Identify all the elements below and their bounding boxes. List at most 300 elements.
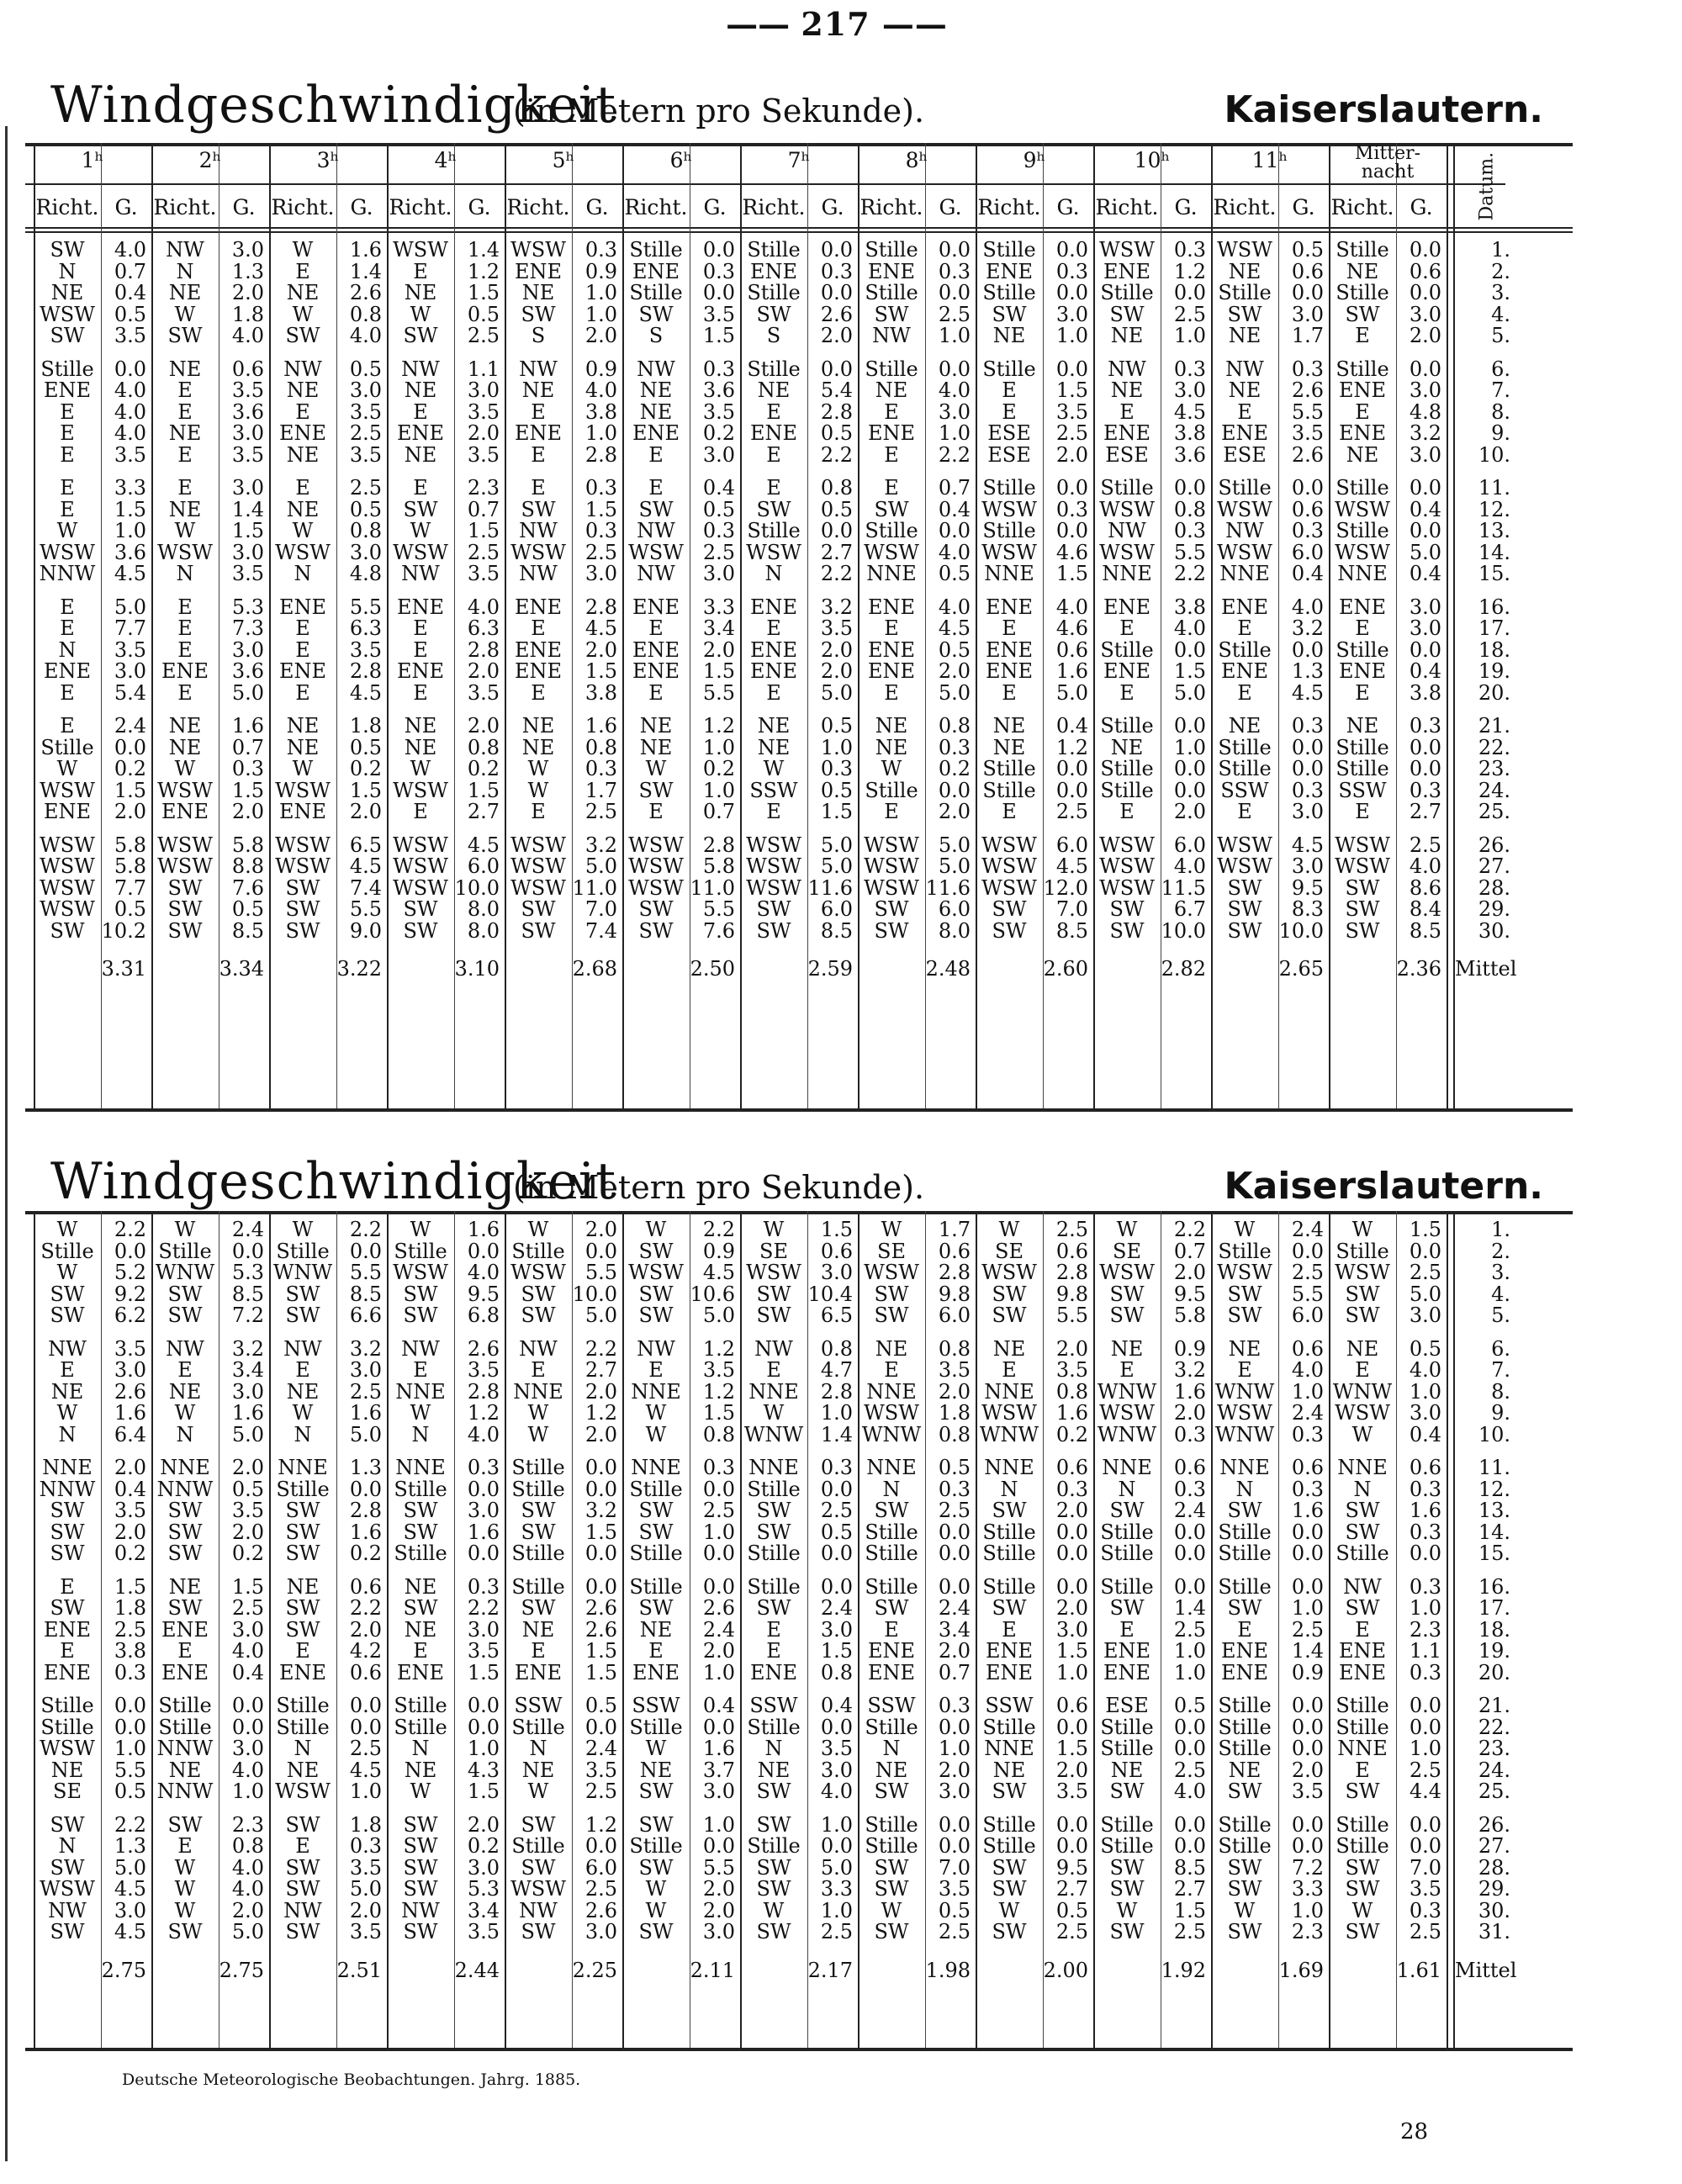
direction-cell: W Stille WNW SW SW bbox=[272, 1218, 333, 1327]
direction-cell: NE E E NE E bbox=[168, 357, 202, 467]
table-2-place: Kaiserslautern. bbox=[1224, 1165, 1543, 1208]
direction-cell: E SW W WSW NW bbox=[393, 476, 448, 585]
direction-cell: NNE Stille SW SW Stille bbox=[747, 1456, 801, 1565]
speed-cell: 2.4 0.0 5.3 8.5 7.2 bbox=[231, 1218, 264, 1327]
direction-cell: W E NE W SW bbox=[285, 238, 320, 347]
direction-cell: Stille Stille SW SW W SW bbox=[865, 1812, 918, 1943]
hour-header: 6ʰ bbox=[669, 148, 693, 172]
column-header-direction: Richt. bbox=[742, 195, 806, 219]
header-bottom-rule-2 bbox=[25, 231, 1573, 233]
direction-cell: SSW Stille W NE SW bbox=[629, 1694, 683, 1803]
speed-cell: 2.8 4.5 2.0 1.5 3.8 bbox=[584, 595, 617, 705]
mean-cell: 2.36 bbox=[1396, 957, 1441, 981]
speed-cell: 1.4 1.2 1.5 0.5 2.5 bbox=[467, 238, 500, 347]
table-1-title: Windgeschwindigkeit bbox=[50, 76, 617, 135]
speed-cell: 0.0 4.0 3.0 1.0 2.2 bbox=[938, 357, 971, 467]
direction-cell: W Stille WSW SW SW bbox=[1217, 1218, 1272, 1327]
speed-cell: 3.3 3.4 2.0 1.5 5.5 bbox=[702, 595, 735, 705]
direction-cell: Stille NE Stille Stille E bbox=[1100, 714, 1154, 823]
date-cell: 21. 22. 23. 24. 25. bbox=[1478, 714, 1510, 823]
speed-cell: 1.6 0.0 4.0 9.5 6.8 bbox=[467, 1218, 500, 1327]
direction-cell: ENE E Stille ENE E bbox=[1100, 595, 1154, 705]
direction-cell: Stille NE E ENE E bbox=[865, 357, 918, 467]
header-mid-rule bbox=[25, 183, 1505, 185]
speed-cell: 0.0 1.0 2.5 1.4 0.9 bbox=[1291, 1574, 1324, 1684]
speed-cell: 0.6 0.3 2.0 0.0 0.0 bbox=[1055, 1456, 1088, 1565]
direction-cell: WSW NE Stille SW NE bbox=[1217, 238, 1272, 347]
direction-cell: W Stille W SW SW bbox=[40, 1218, 94, 1327]
direction-cell: WSW WSW WSW SW SW bbox=[510, 833, 566, 943]
direction-cell: Stille WSW NW WSW NNE bbox=[1217, 476, 1272, 585]
speed-cell: 2.4 0.0 2.5 5.5 6.0 bbox=[1291, 1218, 1324, 1327]
direction-cell: NW E NNE W W bbox=[513, 1336, 563, 1446]
table-top-rule bbox=[25, 1211, 1573, 1214]
speed-cell: 0.3 1.2 0.0 2.5 1.0 bbox=[1173, 238, 1206, 347]
speed-cell: 0.6 0.3 2.4 0.0 0.0 bbox=[1173, 1456, 1206, 1565]
date-cell: 1. 2. 3. 4. 5. bbox=[1491, 238, 1510, 347]
direction-cell: NW E NE W N bbox=[166, 1336, 204, 1446]
speed-cell: 0.0 4.0 4.0 4.0 3.5 bbox=[114, 357, 146, 467]
direction-cell: SW E SW SW NW SW bbox=[283, 1812, 322, 1943]
speed-cell: 0.8 3.5 2.0 1.8 0.8 bbox=[938, 1336, 971, 1446]
column-header-direction: Richt. bbox=[1330, 195, 1394, 219]
mean-cell: 2.59 bbox=[807, 957, 853, 981]
speed-cell: 0.0 1.4 2.5 1.0 1.0 bbox=[1173, 1574, 1206, 1684]
direction-cell: Stille WSW Stille WSW NNE bbox=[981, 476, 1037, 585]
direction-cell: NNE Stille SW SW Stille bbox=[394, 1456, 447, 1565]
direction-cell: Stille ENE Stille SW S bbox=[629, 238, 683, 347]
speed-cell: 5.5 6.3 3.5 2.8 4.5 bbox=[349, 595, 382, 705]
speed-cell: 0.3 0.0 2.5 0.5 0.0 bbox=[820, 1456, 853, 1565]
direction-cell: NW E NNE W N bbox=[395, 1336, 446, 1446]
direction-cell: ENE E ENE ENE E bbox=[514, 595, 563, 705]
direction-cell: SSW Stille N NE W bbox=[511, 1694, 565, 1803]
speed-cell: 4.5 6.0 10.0 8.0 8.0 bbox=[454, 833, 500, 943]
direction-cell: ESE Stille Stille NE SW bbox=[1100, 1694, 1154, 1803]
footer: Deutsche Meteorologische Beobachtungen. Jahrg. 1885. bbox=[122, 2070, 581, 2089]
speed-cell: 0.0 0.6 0.3 6.0 0.4 bbox=[1291, 476, 1324, 585]
direction-cell: ENE E ENE ENE E bbox=[749, 595, 798, 705]
direction-cell: Stille Stille NNE E SW bbox=[1336, 1694, 1389, 1803]
direction-cell: SSW Stille NNE NE SW bbox=[982, 1694, 1036, 1803]
speed-cell: 2.2 0.0 5.5 8.5 6.6 bbox=[349, 1218, 382, 1327]
direction-cell: Stille Stille SW SW Stille bbox=[511, 1456, 565, 1565]
hour-header: 11ʰ bbox=[1251, 148, 1288, 172]
hour-header: 5ʰ bbox=[552, 148, 575, 172]
direction-cell: NE NE W Stille E bbox=[865, 714, 918, 823]
speed-cell: 0.0 3.0 4.8 3.2 3.0 bbox=[1409, 357, 1441, 467]
direction-cell: E NE W WSW N bbox=[157, 476, 213, 585]
table-2 bbox=[25, 1211, 1573, 2048]
speed-cell: 0.5 1.0 0.3 0.5 1.5 bbox=[820, 714, 853, 823]
speed-cell: 4.0 3.2 0.0 1.3 4.5 bbox=[1291, 595, 1324, 705]
table-bottom-rule bbox=[25, 2048, 1573, 2051]
speed-cell: 3.0 1.4 1.5 3.0 3.5 bbox=[231, 476, 264, 585]
mean-cell: 2.82 bbox=[1161, 957, 1206, 981]
direction-cell: Stille WSW Stille WSW NNE bbox=[1335, 476, 1390, 585]
direction-cell: Stille Stille WSW NE SE bbox=[40, 1694, 95, 1803]
direction-cell: Stille SW NE E ENE bbox=[629, 1574, 683, 1684]
column-header-speed: G. bbox=[468, 195, 491, 219]
hour-header: 9ʰ bbox=[1023, 148, 1046, 172]
speed-cell: 2.0 3.5 0.8 1.6 0.2 bbox=[1055, 1336, 1088, 1446]
direction-cell: Stille Stille SW SW W SW bbox=[982, 1812, 1036, 1943]
speed-cell: 2.5 4.0 8.6 8.4 8.5 bbox=[1409, 833, 1441, 943]
speed-cell: 5.0 5.0 11.6 6.0 8.5 bbox=[807, 833, 853, 943]
direction-cell: NW E NNE W WNW bbox=[743, 1336, 804, 1446]
speed-cell: 0.0 2.0 3.0 1.5 1.0 bbox=[1055, 1574, 1088, 1684]
direction-cell: NNE NNW SW SW SW bbox=[156, 1456, 214, 1565]
column-header-speed: G. bbox=[821, 195, 844, 219]
speed-cell: 2.4 0.0 0.2 1.5 2.0 bbox=[114, 714, 146, 823]
direction-cell: E SW ENE E ENE bbox=[43, 1574, 92, 1684]
speed-cell: 0.0 0.6 0.0 3.0 2.0 bbox=[1409, 238, 1441, 347]
date-cell: 6. 7. 8. 9. 10. bbox=[1478, 357, 1510, 467]
speed-cell: 0.0 0.0 3.0 4.0 1.0 bbox=[231, 1694, 264, 1803]
direction-cell: E E N ENE E bbox=[43, 595, 92, 705]
direction-cell: NW NE E ENE NE bbox=[396, 357, 445, 467]
mean-cell: 2.44 bbox=[454, 1958, 500, 1982]
direction-cell: E NE W WSW N bbox=[275, 476, 331, 585]
direction-cell: NNE N SW Stille Stille bbox=[1218, 1456, 1272, 1565]
speed-cell: 6.0 4.5 12.0 7.0 8.5 bbox=[1043, 833, 1088, 943]
direction-cell: E E E ENE E bbox=[161, 595, 209, 705]
speed-cell: 5.8 5.8 7.7 0.5 10.2 bbox=[101, 833, 146, 943]
speed-cell: 2.8 5.8 11.0 5.5 7.6 bbox=[690, 833, 735, 943]
speed-cell: 1.7 0.6 2.8 9.8 6.0 bbox=[938, 1218, 971, 1327]
direction-cell: NW NE E ENE E bbox=[514, 357, 563, 467]
direction-cell: Stille ENE Stille SW NE bbox=[982, 238, 1036, 347]
direction-cell: W SE WSW SW SW bbox=[746, 1218, 801, 1327]
mean-cell: 2.17 bbox=[807, 1958, 853, 1982]
speed-cell: 0.0 2.6 2.4 2.0 1.0 bbox=[702, 1574, 735, 1684]
speed-cell: 6.5 4.5 7.4 5.5 9.0 bbox=[349, 833, 382, 943]
speed-cell: 0.6 3.5 3.6 3.0 3.5 bbox=[231, 357, 264, 467]
direction-cell: NW E NNE W W bbox=[631, 1336, 681, 1446]
direction-cell: Stille ENE E ENE NE bbox=[1336, 357, 1389, 467]
mean-cell: 2.75 bbox=[219, 1958, 264, 1982]
direction-cell: NE NE W SSW E bbox=[749, 714, 798, 823]
mean-cell: 1.69 bbox=[1278, 1958, 1324, 1982]
speed-cell: 0.0 0.0 0.0 2.0 3.5 bbox=[1291, 1694, 1324, 1803]
speed-cell: 2.0 0.0 5.5 10.0 5.0 bbox=[572, 1218, 617, 1327]
direction-cell: SW Stille SW WSW NW SW bbox=[510, 1812, 566, 1943]
direction-cell: Stille NE E ENE E bbox=[747, 357, 801, 467]
speed-cell: 1.1 3.0 3.5 2.0 3.5 bbox=[467, 357, 500, 467]
direction-cell: WSW WSW WSW SW SW bbox=[864, 833, 919, 943]
speed-cell: 2.5 0.6 2.8 9.8 5.5 bbox=[1055, 1218, 1088, 1327]
column-header-speed: G. bbox=[1056, 195, 1080, 219]
direction-cell: E SW NW WSW NW bbox=[628, 476, 684, 585]
mean-cell: 3.31 bbox=[101, 957, 146, 981]
speed-cell: 1.5 1.8 2.5 3.8 0.3 bbox=[114, 1574, 146, 1684]
direction-cell: SW N SW WSW NW SW bbox=[40, 1812, 95, 1943]
table-2-title-row bbox=[25, 1152, 1556, 1211]
speed-cell: 2.0 0.5 3.5 2.0 0.2 bbox=[231, 1456, 264, 1565]
date-cell: 11. 12. 13. 14. 15. bbox=[1478, 476, 1510, 585]
hour-header: 2ʰ bbox=[198, 148, 222, 172]
direction-cell: Stille SW NE E ENE bbox=[511, 1574, 565, 1684]
speed-cell: 1.6 1.4 2.6 0.8 4.0 bbox=[349, 238, 382, 347]
speed-cell: 0.0 0.3 0.0 2.5 1.0 bbox=[938, 238, 971, 347]
direction-cell: WSW WSW WSW SW SW bbox=[393, 833, 448, 943]
speed-cell: 3.8 4.0 0.0 1.5 5.0 bbox=[1173, 595, 1206, 705]
direction-cell: WSW ENE Stille SW NE bbox=[1099, 238, 1155, 347]
direction-cell: Stille Stille Stille NE SW bbox=[1218, 1694, 1272, 1803]
direction-cell: WSW ENE NE SW S bbox=[510, 238, 566, 347]
mean-cell: 2.50 bbox=[690, 957, 735, 981]
speed-cell: 0.0 0.0 1.0 4.3 1.5 bbox=[467, 1694, 500, 1803]
column-rule bbox=[1447, 1211, 1448, 2048]
mean-cell: 2.51 bbox=[336, 1958, 382, 1982]
direction-cell: WSW WSW SW SW SW bbox=[275, 833, 331, 943]
speed-cell: 0.6 0.0 1.5 2.0 3.5 bbox=[1055, 1694, 1088, 1803]
direction-cell: ENE E E ENE E bbox=[396, 595, 445, 705]
column-header-direction: Richt. bbox=[506, 195, 570, 219]
direction-cell: Stille Stille N NE WSW bbox=[275, 1694, 331, 1803]
sheet-number: 28 bbox=[1400, 2119, 1429, 2144]
speed-cell: 0.0 0.3 0.0 2.6 2.0 bbox=[820, 238, 853, 347]
mean-cell: 3.22 bbox=[336, 957, 382, 981]
direction-cell: W SE WSW SW SW bbox=[981, 1218, 1037, 1327]
mean-cell: 2.48 bbox=[925, 957, 971, 981]
speed-cell: 0.0 0.0 7.0 3.5 0.3 2.5 bbox=[1409, 1812, 1441, 1943]
speed-cell: 2.3 0.7 1.5 2.5 3.5 bbox=[467, 476, 500, 585]
column-header-date: Datum. bbox=[1476, 151, 1498, 221]
page-number-value: 217 bbox=[801, 5, 870, 43]
direction-cell: W Stille WNW SW SW bbox=[155, 1218, 215, 1327]
direction-cell: SW SW SW SW NW SW bbox=[401, 1812, 440, 1943]
hour-header: 8ʰ bbox=[905, 148, 928, 172]
speed-cell: 0.3 0.0 3.0 1.6 0.0 bbox=[467, 1456, 500, 1565]
speed-cell: 0.5 4.0 1.0 3.0 0.4 bbox=[1409, 1336, 1441, 1446]
speed-cell: 0.6 0.3 1.6 0.3 0.0 bbox=[1409, 1456, 1441, 1565]
direction-cell: ENE E Stille ENE E bbox=[1218, 595, 1272, 705]
speed-cell: 1.5 0.0 2.5 5.0 3.0 bbox=[1409, 1218, 1441, 1327]
mean-cell: 2.75 bbox=[101, 1958, 146, 1982]
speed-cell: 4.5 3.0 9.5 8.3 10.0 bbox=[1278, 833, 1324, 943]
column-header-direction: Richt. bbox=[624, 195, 688, 219]
mean-cell: 1.98 bbox=[925, 1958, 971, 1982]
direction-cell: WSW WSW SW SW SW bbox=[157, 833, 213, 943]
table-1-place: Kaiserslautern. bbox=[1224, 88, 1543, 131]
mean-cell: 2.00 bbox=[1043, 1958, 1088, 1982]
direction-cell: E SW Stille WSW NNE bbox=[864, 476, 919, 585]
column-header-direction: Richt. bbox=[389, 195, 452, 219]
speed-cell: 5.0 7.7 3.5 3.0 5.4 bbox=[114, 595, 146, 705]
page-number: —— 217 —— bbox=[726, 5, 948, 43]
direction-cell: ENE E Stille ENE E bbox=[1336, 595, 1389, 705]
speed-cell: 0.3 0.0 2.5 1.0 0.0 bbox=[702, 1456, 735, 1565]
direction-cell: W SW WSW SW SW bbox=[628, 1218, 684, 1327]
direction-cell: Stille Stille SW SW W SW bbox=[1100, 1812, 1154, 1943]
mean-cell: 1.92 bbox=[1161, 1958, 1206, 1982]
speed-cell: 4.0 4.6 0.6 1.6 5.0 bbox=[1055, 595, 1088, 705]
direction-cell: NE NE W WSW ENE bbox=[275, 714, 331, 823]
header-bottom-rule bbox=[25, 227, 1573, 229]
speed-cell: 0.4 0.0 1.6 3.7 3.0 bbox=[702, 1694, 735, 1803]
direction-cell: NE E NNE WSW WNW bbox=[979, 1336, 1039, 1446]
speed-cell: 1.8 0.3 3.5 5.0 2.0 3.5 bbox=[349, 1812, 382, 1943]
direction-cell: W SE WSW SW SW bbox=[864, 1218, 919, 1327]
mittel-label: Mittel bbox=[1455, 957, 1517, 981]
direction-cell: Stille E E ESE ESE bbox=[982, 357, 1036, 467]
direction-cell: NNE Stille SW SW SW bbox=[276, 1456, 330, 1565]
direction-cell: ENE E ENE ENE E bbox=[632, 595, 680, 705]
speed-cell: 2.5 0.5 0.8 3.0 4.8 bbox=[349, 476, 382, 585]
direction-cell: NNE NNW SW SW SW bbox=[39, 1456, 96, 1565]
date-cell: 6. 7. 8. 9. 10. bbox=[1478, 1336, 1510, 1446]
speed-cell: 0.0 1.0 0.0 0.0 2.0 bbox=[1173, 714, 1206, 823]
speed-cell: 1.6 0.8 0.3 1.7 2.5 bbox=[584, 714, 617, 823]
direction-cell: Stille SW E E ENE bbox=[747, 1574, 801, 1684]
speed-cell: 0.3 0.0 0.0 0.3 3.0 bbox=[1291, 714, 1324, 823]
speed-cell: 0.8 4.7 2.8 1.0 1.4 bbox=[820, 1336, 853, 1446]
direction-cell: WSW WSW SW SW SW bbox=[1335, 833, 1390, 943]
mean-cell: 1.61 bbox=[1396, 1958, 1441, 1982]
speed-cell: 2.0 0.8 0.2 1.5 2.7 bbox=[467, 714, 500, 823]
date-cell: 26. 27. 28. 29. 30. bbox=[1478, 833, 1510, 943]
speed-cell: 1.0 0.0 5.0 3.3 1.0 2.5 bbox=[820, 1812, 853, 1943]
speed-cell: 0.9 4.0 3.8 1.0 2.8 bbox=[584, 357, 617, 467]
speed-cell: 2.0 0.4 3.5 2.0 0.2 bbox=[114, 1456, 146, 1565]
speed-cell: 0.0 2.4 3.0 1.5 0.8 bbox=[820, 1574, 853, 1684]
speed-cell: 0.0 2.4 3.4 2.0 0.7 bbox=[938, 1574, 971, 1684]
direction-cell: Stille Stille SW SW W SW bbox=[1218, 1812, 1272, 1943]
speed-cell: 6.0 4.0 11.5 6.7 10.0 bbox=[1161, 833, 1206, 943]
direction-cell: Stille Stille NNW NE NNW bbox=[156, 1694, 214, 1803]
direction-cell: NW NE E ENE ESE bbox=[1220, 357, 1269, 467]
direction-cell: WSW WSW WSW SW SW bbox=[628, 833, 684, 943]
direction-cell: NE Stille Stille SSW E bbox=[1336, 714, 1389, 823]
speed-cell: 0.3 0.0 1.0 2.0 3.0 bbox=[938, 1694, 971, 1803]
direction-cell: NE NE W WSW ENE bbox=[157, 714, 213, 823]
mean-cell: 3.34 bbox=[219, 957, 264, 981]
speed-cell: 1.5 0.6 3.0 10.4 6.5 bbox=[807, 1218, 853, 1327]
direction-cell: NW E NE W N bbox=[283, 1336, 322, 1446]
speed-cell: 0.3 3.0 4.5 3.8 3.6 bbox=[1173, 357, 1206, 467]
speed-cell: 2.2 0.9 4.5 10.6 5.0 bbox=[690, 1218, 735, 1327]
direction-cell: NE NE Stille Stille E bbox=[982, 714, 1036, 823]
speed-cell: 0.0 0.0 7.2 3.3 1.0 2.3 bbox=[1291, 1812, 1324, 1943]
direction-cell: SW Stille SW SW W SW bbox=[747, 1812, 801, 1943]
direction-cell: NW N NE W SW bbox=[166, 238, 204, 347]
table-1 bbox=[25, 143, 1573, 1108]
direction-cell: E SW NW WSW NW bbox=[510, 476, 566, 585]
direction-cell: SW E W W W SW bbox=[167, 1812, 203, 1943]
date-cell: 16. 17. 18. 19. 20. bbox=[1478, 595, 1510, 705]
direction-cell: W SE WSW SW SW bbox=[1099, 1218, 1155, 1327]
speed-cell: 0.5 0.0 2.4 3.5 2.5 bbox=[584, 1694, 617, 1803]
speed-cell: 0.6 0.3 1.6 0.0 0.0 bbox=[1291, 1456, 1324, 1565]
column-header-speed: G. bbox=[114, 195, 138, 219]
speed-cell: 5.0 5.0 11.6 6.0 8.0 bbox=[925, 833, 971, 943]
speed-cell: 0.0 0.0 9.5 2.7 0.5 2.5 bbox=[1055, 1812, 1088, 1943]
speed-cell: 0.0 2.6 2.6 1.5 1.5 bbox=[584, 1574, 617, 1684]
speed-cell: 0.5 0.3 2.5 0.0 0.0 bbox=[938, 1456, 971, 1565]
speed-cell: 4.0 6.3 2.8 2.0 3.5 bbox=[467, 595, 500, 705]
speed-cell: 3.2 3.5 2.0 2.0 5.0 bbox=[820, 595, 853, 705]
direction-cell: NW NE E ENE NE bbox=[278, 357, 327, 467]
speed-cell: 0.3 0.0 0.0 0.3 2.7 bbox=[1409, 714, 1441, 823]
mean-cell: 2.60 bbox=[1043, 957, 1088, 981]
direction-cell: NE Stille Stille SSW E bbox=[1218, 714, 1272, 823]
speed-cell: 0.0 0.0 2.5 4.5 1.0 bbox=[349, 1694, 382, 1803]
column-header-speed: G. bbox=[350, 195, 373, 219]
speed-cell: 0.3 0.9 1.0 1.0 2.0 bbox=[584, 238, 617, 347]
direction-cell: NE SW ENE E ENE bbox=[161, 1574, 209, 1684]
speed-cell: 0.4 0.5 0.3 2.5 3.0 bbox=[702, 476, 735, 585]
hour-header: 4ʰ bbox=[434, 148, 458, 172]
speed-cell: 3.2 3.0 2.5 1.6 5.0 bbox=[349, 1336, 382, 1446]
speed-cell: 3.0 3.0 0.0 0.4 3.8 bbox=[1409, 595, 1441, 705]
speed-cell: 0.3 1.5 0.3 2.5 3.0 bbox=[584, 476, 617, 585]
hour-header: 7ʰ bbox=[787, 148, 811, 172]
table-2-subtitle: (in Metern pro Sekunde). bbox=[513, 1169, 925, 1206]
speed-cell: 1.5 2.5 3.0 4.0 0.4 bbox=[231, 1574, 264, 1684]
speed-cell: 0.3 2.2 3.0 3.5 1.5 bbox=[467, 1574, 500, 1684]
speed-cell: 3.0 1.3 2.0 1.8 4.0 bbox=[231, 238, 264, 347]
direction-cell: Stille ENE E E E bbox=[40, 357, 94, 467]
direction-cell: WSW WSW WSW SW SW bbox=[1099, 833, 1155, 943]
speed-cell: 1.8 0.5 0.2 1.5 2.0 bbox=[349, 714, 382, 823]
direction-cell: Stille Stille N NE W bbox=[394, 1694, 447, 1803]
date-cell: 11. 12. 13. 14. 15. bbox=[1478, 1456, 1510, 1565]
speed-cell: 4.0 4.5 0.5 2.0 5.0 bbox=[938, 595, 971, 705]
direction-cell: WSW WSW SW SW SW bbox=[1217, 833, 1272, 943]
speed-cell: 0.4 0.0 3.5 3.0 4.0 bbox=[820, 1694, 853, 1803]
direction-cell: NNE N SW Stille Stille bbox=[1100, 1456, 1154, 1565]
speed-cell: 0.4 1.2 0.0 0.0 2.5 bbox=[1055, 714, 1088, 823]
speed-cell: 0.7 0.4 0.0 4.0 0.5 bbox=[938, 476, 971, 585]
speed-cell: 2.2 2.7 2.0 1.2 2.0 bbox=[584, 1336, 617, 1446]
speed-cell: 3.2 3.4 3.0 1.6 5.0 bbox=[231, 1336, 264, 1446]
direction-cell: Stille SW E ENE ENE bbox=[982, 1574, 1036, 1684]
speed-cell: 4.0 0.7 0.4 0.5 3.5 bbox=[114, 238, 146, 347]
hour-header: 1ʰ bbox=[81, 148, 104, 172]
direction-cell: NE E WNW WSW WNW bbox=[1214, 1336, 1275, 1446]
direction-cell: NW SW E ENE ENE bbox=[1338, 1574, 1387, 1684]
column-header-direction: Richt. bbox=[1213, 195, 1277, 219]
speed-cell: 2.2 0.0 5.2 9.2 6.2 bbox=[114, 1218, 146, 1327]
direction-cell: NW NE E ENE ESE bbox=[1103, 357, 1151, 467]
column-header-speed: G. bbox=[585, 195, 609, 219]
direction-cell: SW Stille SW W W SW bbox=[629, 1812, 683, 1943]
direction-cell: ENE E ENE ENE E bbox=[985, 595, 1034, 705]
mean-cell: 2.68 bbox=[572, 957, 617, 981]
speed-cell: 0.9 3.2 1.6 2.0 0.3 bbox=[1173, 1336, 1206, 1446]
date-cell: 26. 27. 28. 29. 30. 31. bbox=[1478, 1812, 1510, 1943]
speed-cell: 0.0 0.0 3.2 1.5 0.0 bbox=[584, 1456, 617, 1565]
speed-cell: 0.0 0.3 0.0 4.6 1.5 bbox=[1055, 476, 1088, 585]
speed-cell: 1.2 0.0 6.0 2.5 2.6 3.0 bbox=[584, 1812, 617, 1943]
column-header-direction: Richt. bbox=[271, 195, 335, 219]
speed-cell: 0.0 0.4 0.0 5.0 0.4 bbox=[1409, 476, 1441, 585]
column-header-direction: Richt. bbox=[153, 195, 217, 219]
speed-cell: 1.6 0.7 0.3 1.5 2.0 bbox=[231, 714, 264, 823]
direction-cell: WSW WSW WSW SW SW bbox=[746, 833, 801, 943]
direction-cell: ENE E E ENE E bbox=[278, 595, 327, 705]
speed-cell: 1.2 1.0 0.2 1.0 0.7 bbox=[702, 714, 735, 823]
speed-cell: 0.0 0.0 7.0 3.5 0.5 2.5 bbox=[938, 1812, 971, 1943]
direction-cell: Stille SW E ENE ENE bbox=[1100, 1574, 1154, 1684]
speed-cell: 2.3 0.8 4.0 4.0 2.0 5.0 bbox=[231, 1812, 264, 1943]
speed-cell: 0.5 0.6 0.0 3.0 1.7 bbox=[1291, 238, 1324, 347]
column-header-direction: Richt. bbox=[860, 195, 923, 219]
direction-cell: NE SW NE E ENE bbox=[396, 1574, 445, 1684]
date-cell: 1. 2. 3. 4. 5. bbox=[1491, 1218, 1510, 1327]
direction-cell: Stille SW E ENE ENE bbox=[865, 1574, 918, 1684]
